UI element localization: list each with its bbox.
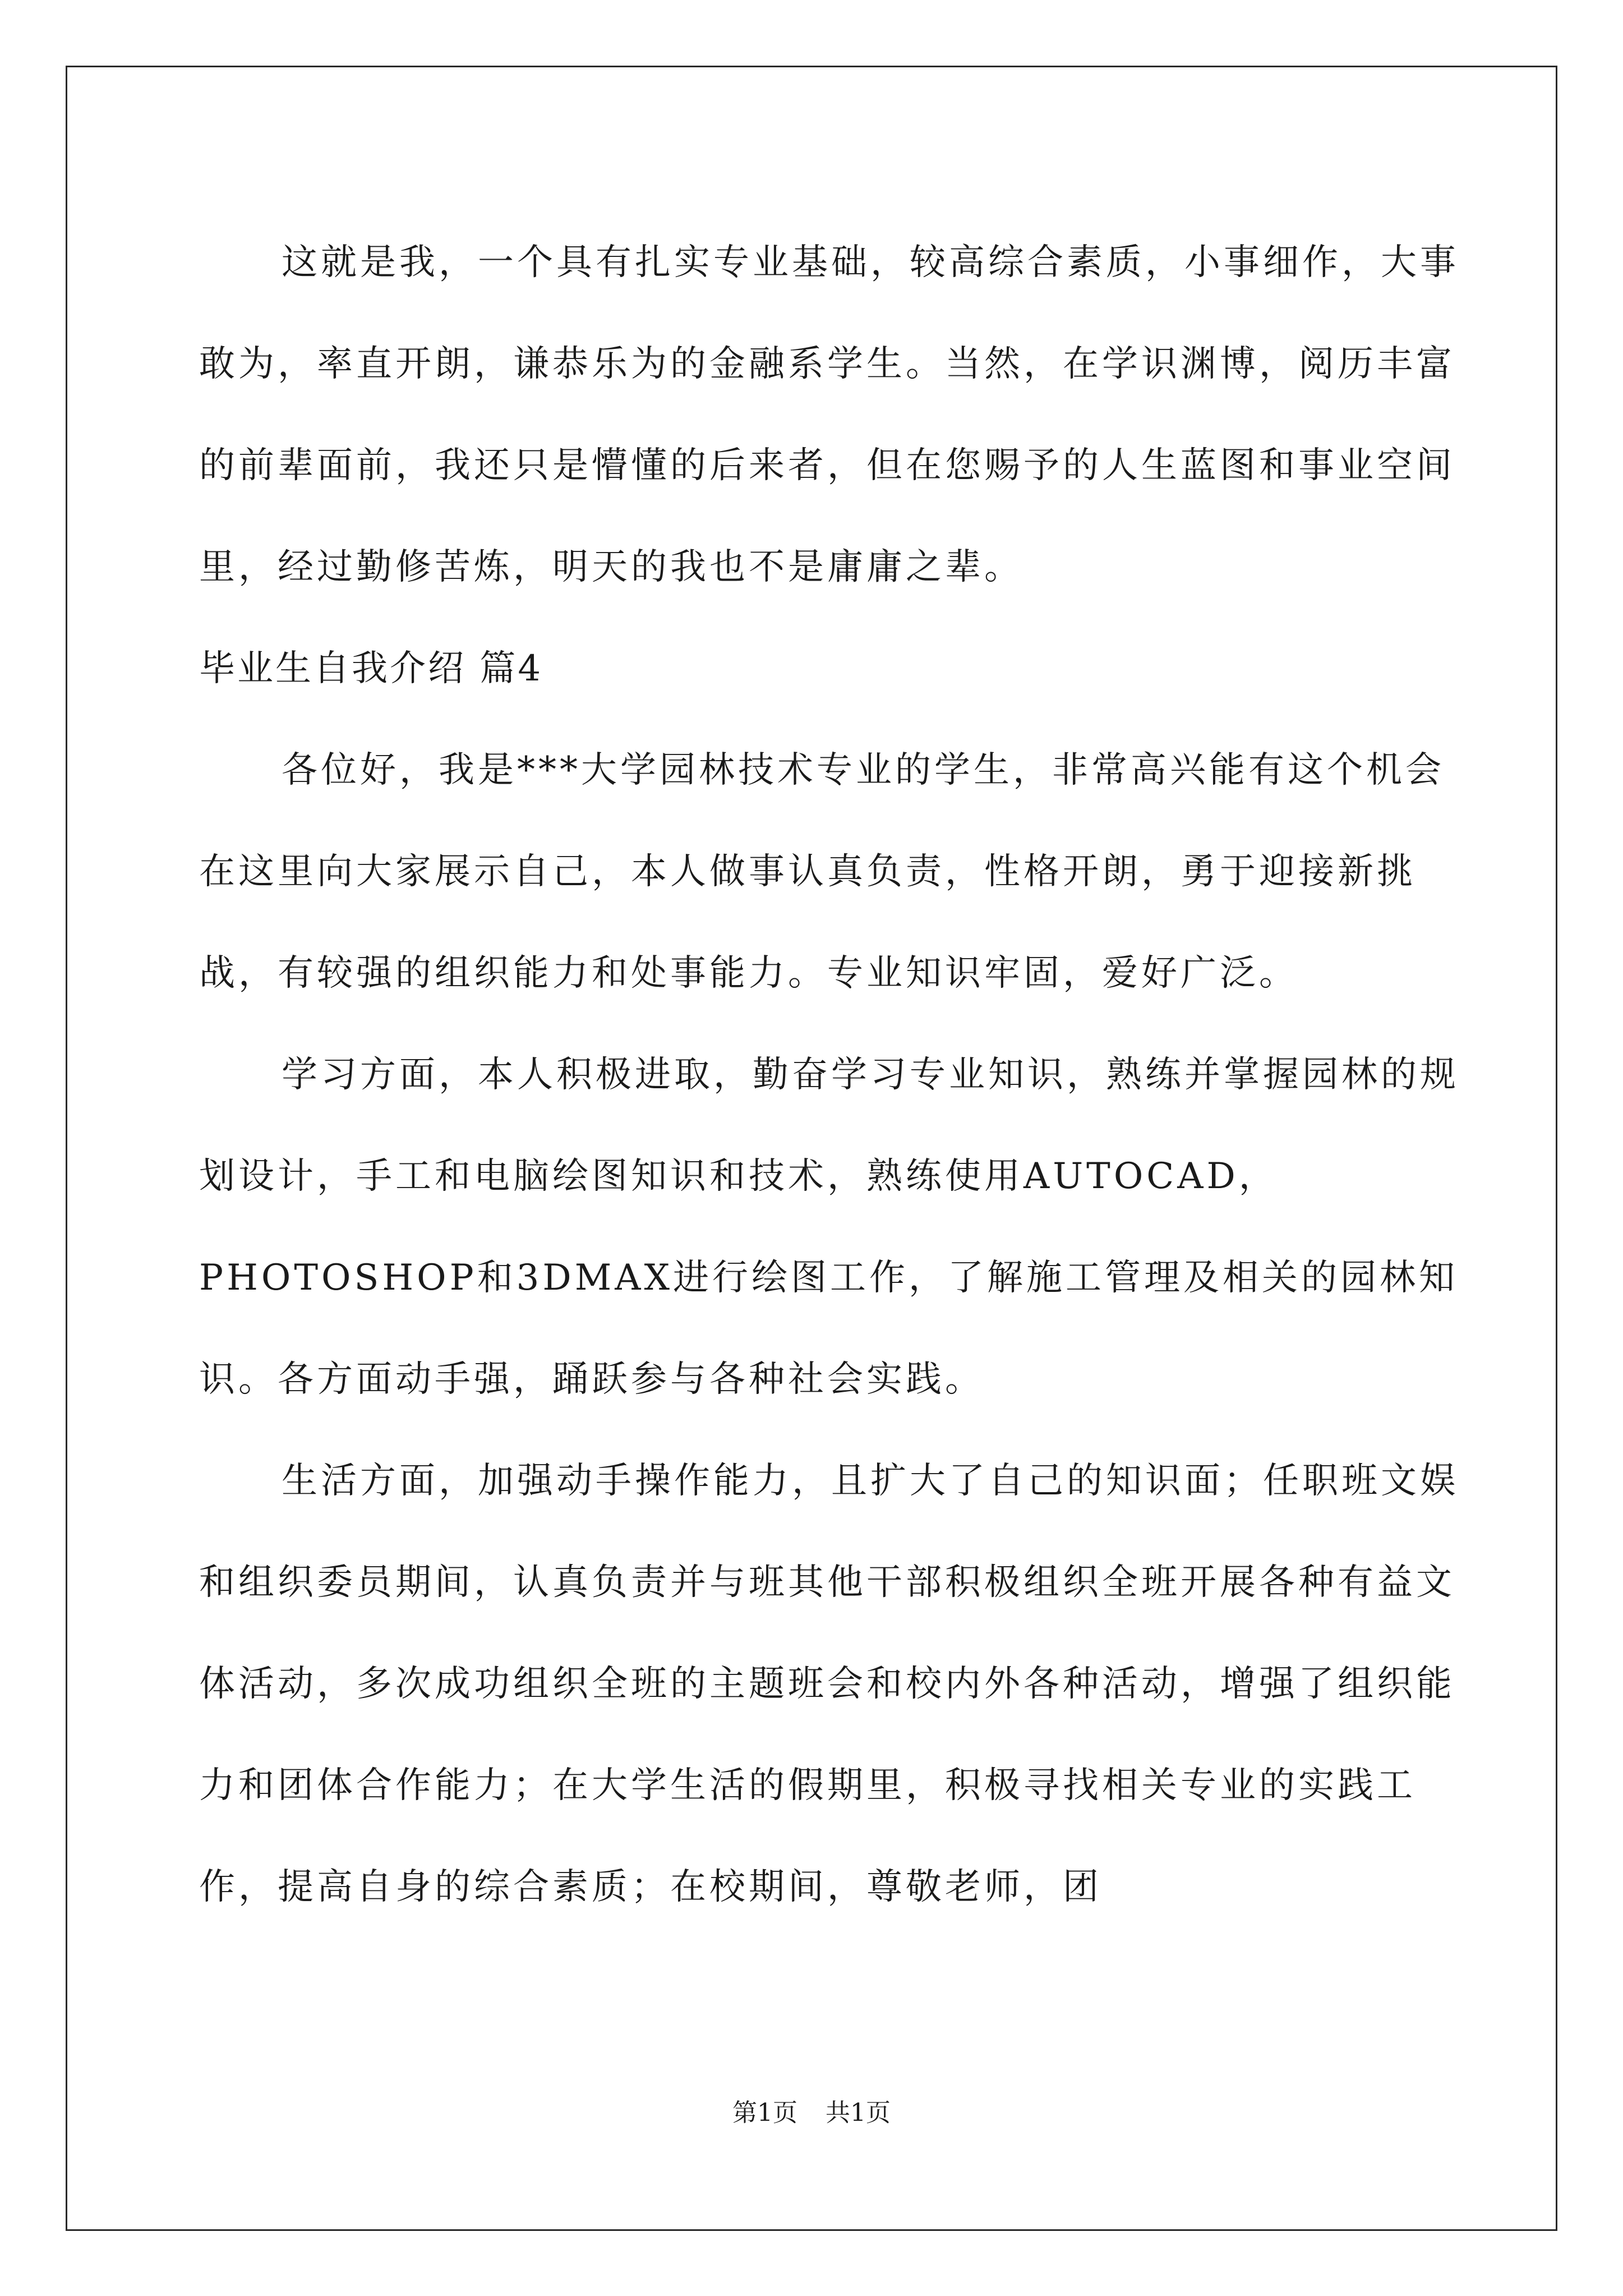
paragraph-intro-summary: 这就是我，一个具有扎实专业基础，较高综合素质，小事细作，大事敢为，率直开朗，谦恭乐为的金融系学生。当然，在学识渊博，阅历丰富的前辈面前，我还只是懵懂的后来者，但在您赐予的人生蓝图和事业空间里，经过勤修苦炼，明天的我也不是庸庸之辈。	[199, 242, 1459, 588]
section-heading: 毕业生自我介绍 篇4	[199, 648, 543, 689]
paragraph-life: 生活方面，加强动手操作能力，且扩大了自己的知识面；任职班文娱和组织委员期间，认真负责并与班其他干部积极组织全班开展各种有益文体活动，多次成功组织全班的主题班会和校内外各种活动，增强了组织能力和团体合作能力；在大学生活的假期里，积极寻找相关专业的实践工作，提高自身的综合素质；在校期间，尊敬老师，团	[199, 1460, 1459, 1908]
page-total: 共1页	[826, 2099, 891, 2127]
page-number: 第1页	[732, 2099, 797, 2127]
paragraph-greeting: 各位好，我是***大学园林技术专业的学生，非常高兴能有这个机会在这里向大家展示自己，本人做事认真负责，性格开朗，勇于迎接新挑战，有较强的组织能力和处事能力。专业知识牢固，爱好广泛。	[199, 749, 1445, 994]
document-body	[199, 212, 1467, 1938]
paragraph-study: 学习方面，本人积极进取，勤奋学习专业知识，熟练并掌握园林的规划设计，手工和电脑绘图知识和技术，熟练使用AUTOCAD，PHOTOSHOP和3DMAX进行绘图工作，了解施工管理及相关的园林知识。各方面动手强，踊跃参与各种社会实践。	[199, 1054, 1459, 1400]
page-footer	[0, 2092, 1623, 2128]
